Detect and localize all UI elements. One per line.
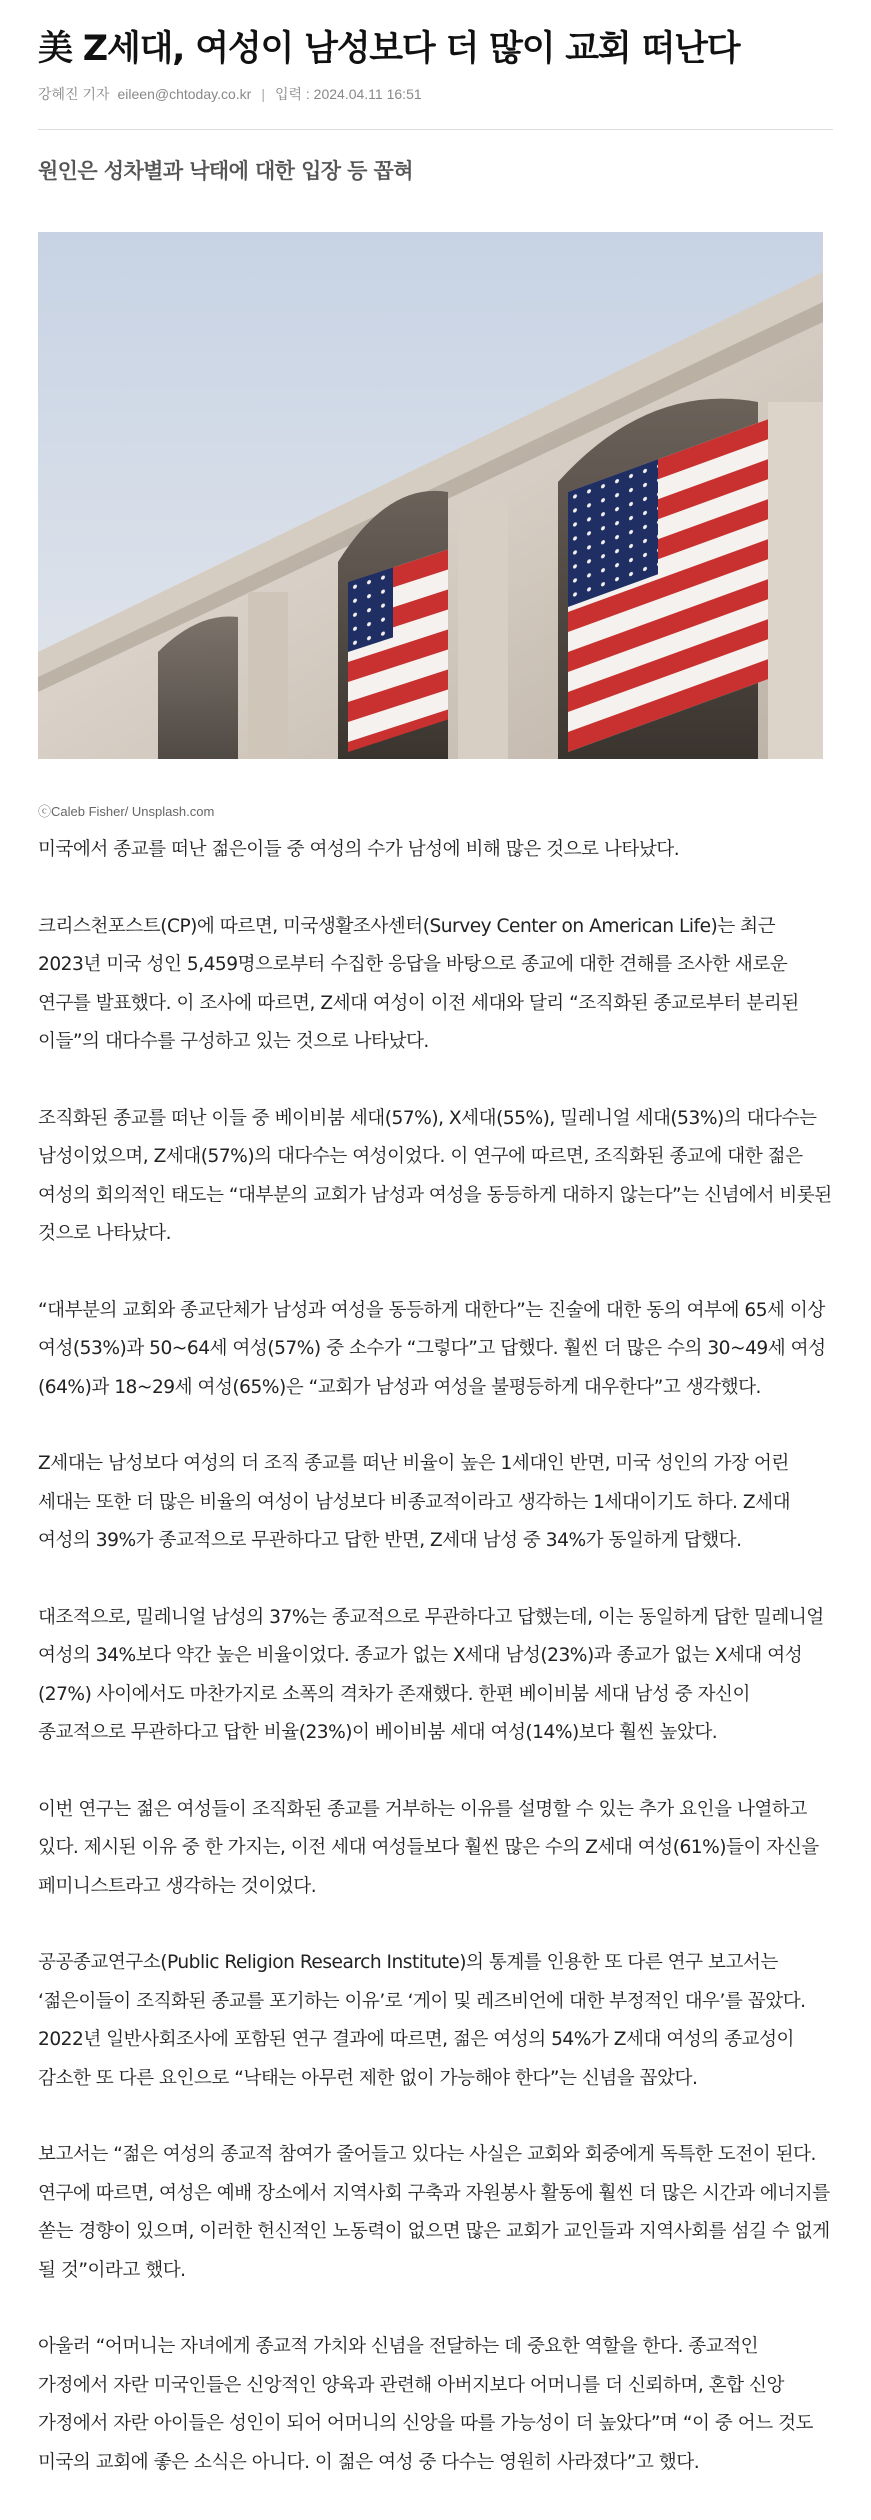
article-paragraph: 보고서는 “젊은 여성의 종교적 참여가 줄어들고 있다는 사실은 교회와 회중에게 독특한 도전이 된다. 연구에 따르면, 여성은 예배 장소에서 지역사회 구축과 자원봉사 활동에 훨씬 더 많은 시간과 에너지를 쏟는 경향이 있으며, 이러한 헌신적인 노동력이 없으면 많은 교회가 교인들과 지역사회를 섬길 수 없게 될 것”이라고 했다. xyxy=(38,2144,830,2281)
article-paragraph: 크리스천포스트(CP)에 따르면, 미국생활조사센터(Survey Center on American Life)는 최근 2023년 미국 성인 5,459명으로부터 수집한 응답을 바탕으로 종교에 대한 견해를 조사한 새로운 연구를 발표했다. 이 조사에 따르면, Z세대 여성이 이전 세대와 달리 “조직화된 종교로부터 분리된 이들”의 대다수를 구성하고 있는 것으로 나타났다. xyxy=(38,915,799,1052)
publish-date: 입력 : 2024.04.11 16:51 xyxy=(274,86,422,102)
article-headline: 美 Z세대, 여성이 남성보다 더 많이 교회 떠난다 xyxy=(38,29,740,69)
image-caption: ⓒCaleb Fisher/ Unsplash.com xyxy=(38,804,215,819)
article-paragraph: “대부분의 교회와 종교단체가 남성과 여성을 동등하게 대한다”는 진술에 대한 동의 여부에 65세 이상 여성(53%)과 50~64세 여성(57%) 중 소수가 “그렇다”고 답했다. 훨씬 더 많은 수의 30~49세 여성(64%)과 18~29세 여성(65%)은 “교회가 남성과 여성을 불평등하게 대우한다”고 생각했다. xyxy=(38,1299,826,1398)
article-subtitle: 원인은 성차별과 낙태에 대한 입장 등 꼽혀 xyxy=(38,159,413,183)
byline xyxy=(38,84,833,104)
hero-image xyxy=(38,232,823,759)
article-paragraph: 아울러 “어머니는 자녀에게 종교적 가치와 신념을 전달하는 데 중요한 역할을 한다. 종교적인 가정에서 자란 미국인들은 신앙적인 양육과 관련해 아버지보다 어머니를 더 신뢰하며, 혼합 신앙 가정에서 자란 아이들은 성인이 되어 어머니의 신앙을 따를 가능성이 더 높았다”며 “이 중 어느 것도 미국의 교회에 좋은 소식은 아니다. 이 젊은 여성 중 다수는 영원히 사라졌다”고 했다. xyxy=(38,2336,814,2473)
article-paragraph: 이번 연구는 젊은 여성들이 조직화된 종교를 거부하는 이유를 설명할 수 있는 추가 요인을 나열하고 있다. 제시된 이유 중 한 가지는, 이전 세대 여성들보다 훨씬 많은 수의 Z세대 여성(61%)들이 자신을 페미니스트라고 생각하는 것이었다. xyxy=(38,1798,819,1897)
union-station-flags-photo xyxy=(38,232,823,759)
article-paragraph: 대조적으로, 밀레니얼 남성의 37%는 종교적으로 무관하다고 답했는데, 이는 동일하게 답한 밀레니얼 여성의 34%보다 약간 높은 비율이었다. 종교가 없는 X세대 남성(23%)과 종교가 없는 X세대 여성(27%) 사이에서도 마찬가지로 소폭의 격차가 존재했다. 한편 베이비붐 세대 남성 중 자신이 종교적으로 무관하다고 답한 비율(23%)이 베이비붐 세대 여성(14%)보다 훨씬 높았다. xyxy=(38,1606,824,1743)
author-email[interactable]: eileen@chtoday.co.kr xyxy=(117,86,252,102)
article-paragraph: 미국에서 종교를 떠난 젊은이들 중 여성의 수가 남성에 비해 많은 것으로 나타났다. xyxy=(38,839,680,860)
author-name: 강혜진 기자 xyxy=(38,86,110,102)
article-paragraph: 조직화된 종교를 떠난 이들 중 베이비붐 세대(57%), X세대(55%), 밀레니얼 세대(53%)의 대다수는 남성이었으며, Z세대(57%)의 대다수는 여성이었다. 이 연구에 따르면, 조직화된 종교에 대한 젊은 여성의 회의적인 태도는 “대부분의 교회가 남성과 여성을 동등하게 대하지 않는다”는 신념에서 비롯된 것으로 나타났다. xyxy=(38,1107,832,1244)
byline-divider: | xyxy=(261,86,265,102)
article-body xyxy=(38,831,833,2482)
header-divider xyxy=(38,129,833,130)
article-paragraph: Z세대는 남성보다 여성의 더 조직 종교를 떠난 비율이 높은 1세대인 반면, 미국 성인의 가장 어린 세대는 또한 더 많은 비율의 여성이 남성보다 비종교적이라고 생각하는 1세대이기도 하다. Z세대 여성의 39%가 종교적으로 무관하다고 답한 반면, Z세대 남성 중 34%가 동일하게 답했다. xyxy=(38,1453,791,1551)
article-paragraph: 공공종교연구소(Public Religion Research Institute)의 통계를 인용한 또 다른 연구 보고서는 ‘젊은이들이 조직화된 종교를 포기하는 이유’로 ‘게이 및 레즈비언에 대한 부정적인 대우’를 꼽았다. 2022년 일반사회조사에 포함된 연구 결과에 따르면, 젊은 여성의 54%가 Z세대 여성의 종교성이 감소한 또 다른 요인으로 “낙태는 아무런 제한 없이 가능해야 한다”는 신념을 꼽았다. xyxy=(38,1952,806,2089)
